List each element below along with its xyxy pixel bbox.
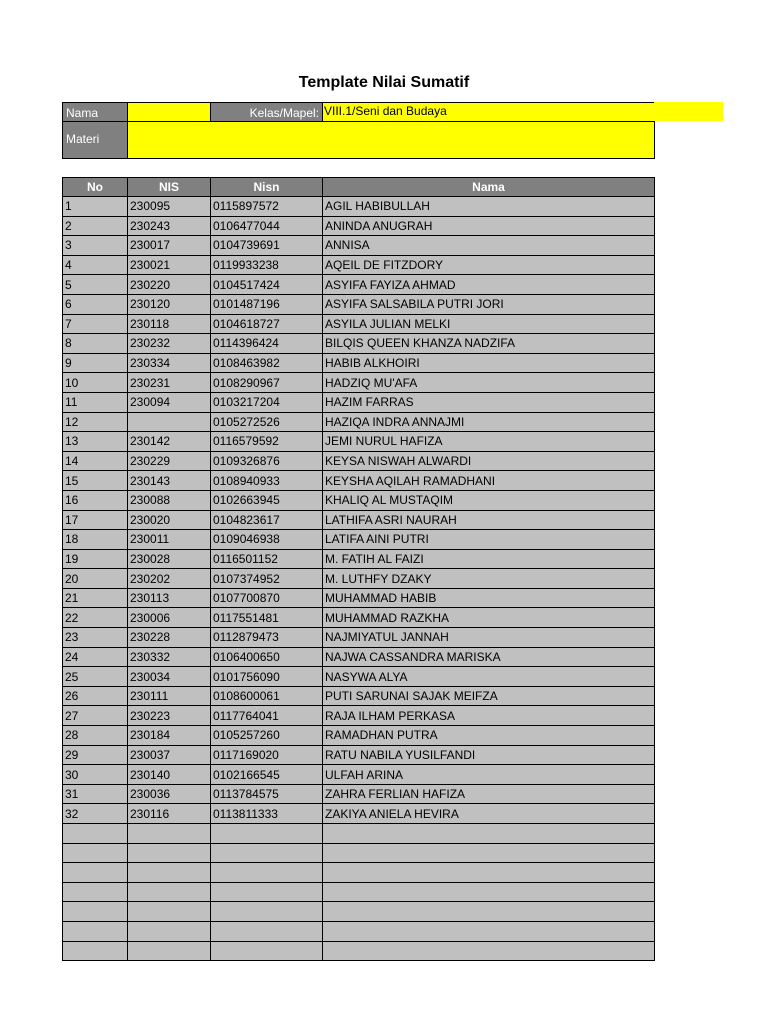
page-title: Template Nilai Sumatif [298,74,470,91]
cell-nama[interactable]: LATIFA AINI PUTRI [323,530,655,550]
cell-nama[interactable]: HAZIQA INDRA ANNAJMI [323,412,655,432]
cell-no[interactable]: 7 [63,314,128,334]
cell-no[interactable]: 24 [63,647,128,667]
table-row [63,490,655,510]
cell-nisn[interactable]: 0106477044 [211,216,323,236]
cell-nis[interactable]: 230034 [128,667,211,687]
cell-nisn[interactable]: 0108290967 [211,373,323,393]
cell-nis[interactable]: 230142 [128,432,211,452]
cell-nis[interactable] [128,843,211,863]
cell-no[interactable]: 20 [63,569,128,589]
yellow-overflow-cell [654,102,723,121]
cell-nis[interactable]: 230116 [128,804,211,824]
table-row [63,686,655,706]
cell-nisn[interactable]: 0113811333 [211,804,323,824]
cell-nis[interactable]: 230037 [128,745,211,765]
cell-nisn[interactable]: 0109326876 [211,451,323,471]
cell-nama[interactable]: ASYIFA SALSABILA PUTRI JORI [323,294,655,314]
cell-nis[interactable]: 230120 [128,294,211,314]
cell-nama[interactable]: M. FATIH AL FAIZI [323,549,655,569]
materi-value-field[interactable] [127,121,655,159]
cell-nisn[interactable]: 0115897572 [211,197,323,217]
column-header-nisn: Nisn [211,178,323,197]
cell-nisn[interactable]: 0117764041 [211,706,323,726]
cell-nisn[interactable]: 0105272526 [211,412,323,432]
cell-nisn[interactable]: 0108600061 [211,686,323,706]
cell-nama[interactable]: ASYILA JULIAN MELKI [323,314,655,334]
cell-nama[interactable]: RATU NABILA YUSILFANDI [323,745,655,765]
cell-no[interactable]: 19 [63,549,128,569]
table-row [63,765,655,785]
cell-nama[interactable]: AGIL HABIBULLAH [323,197,655,217]
cell-nisn[interactable] [211,941,323,961]
table-row [63,647,655,667]
cell-no[interactable]: 8 [63,334,128,354]
table-row [63,275,655,295]
cell-nis[interactable]: 230332 [128,647,211,667]
table-row [63,510,655,530]
table-row [63,726,655,746]
cell-nis[interactable]: 230220 [128,275,211,295]
table-row [63,373,655,393]
cell-nis[interactable]: 230095 [128,197,211,217]
cell-nis[interactable]: 230243 [128,216,211,236]
cell-no[interactable]: 25 [63,667,128,687]
cell-nama[interactable]: KEYSA NISWAH ALWARDI [323,451,655,471]
cell-nama[interactable]: ZAKIYA ANIELA HEVIRA [323,804,655,824]
column-header-no: No [63,178,128,197]
cell-nisn[interactable]: 0104739691 [211,236,323,256]
cell-nisn[interactable]: 0104823617 [211,510,323,530]
cell-no[interactable]: 15 [63,471,128,491]
cell-nama[interactable]: NAJWA CASSANDRA MARISKA [323,647,655,667]
cell-nisn[interactable]: 0103217204 [211,392,323,412]
cell-nis[interactable]: 230028 [128,549,211,569]
cell-no[interactable] [63,941,128,961]
table-row [63,667,655,687]
cell-no[interactable]: 11 [63,392,128,412]
cell-nama[interactable]: MUHAMMAD RAZKHA [323,608,655,628]
cell-nisn[interactable]: 0109046938 [211,530,323,550]
table-row [63,824,655,844]
cell-no[interactable] [63,843,128,863]
cell-nisn[interactable]: 0114396424 [211,334,323,354]
table-row [63,921,655,941]
table-row [63,784,655,804]
cell-no[interactable]: 14 [63,451,128,471]
cell-nisn[interactable]: 0108463982 [211,353,323,373]
cell-no[interactable]: 13 [63,432,128,452]
cell-nama[interactable]: HADZIQ MU'AFA [323,373,655,393]
cell-nama[interactable] [323,863,655,883]
cell-no[interactable]: 6 [63,294,128,314]
table-row [63,941,655,961]
cell-nama[interactable] [323,902,655,922]
table-row [63,392,655,412]
table-row [63,412,655,432]
cell-nisn[interactable]: 0116501152 [211,549,323,569]
table-row [63,334,655,354]
table-row [63,471,655,491]
cell-nisn[interactable]: 0102166545 [211,765,323,785]
cell-nis[interactable]: 230223 [128,706,211,726]
cell-nama[interactable] [323,921,655,941]
cell-nisn[interactable] [211,863,323,883]
cell-nama[interactable]: ANNISA [323,236,655,256]
materi-label: Materi [62,121,128,159]
cell-no[interactable]: 12 [63,412,128,432]
cell-nisn[interactable]: 0112879473 [211,628,323,648]
cell-nama[interactable]: ANINDA ANUGRAH [323,216,655,236]
table-row [63,314,655,334]
cell-nis[interactable] [128,941,211,961]
cell-nama[interactable]: BILQIS QUEEN KHANZA NADZIFA [323,334,655,354]
cell-nis[interactable]: 230006 [128,608,211,628]
cell-nis[interactable]: 230231 [128,373,211,393]
cell-no[interactable]: 4 [63,255,128,275]
cell-nisn[interactable]: 0104618727 [211,314,323,334]
cell-nama[interactable]: MUHAMMAD HABIB [323,588,655,608]
cell-nisn[interactable]: 0101756090 [211,667,323,687]
cell-nama[interactable]: HAZIM FARRAS [323,392,655,412]
cell-nis[interactable]: 230094 [128,392,211,412]
cell-nis[interactable]: 230229 [128,451,211,471]
cell-no[interactable]: 30 [63,765,128,785]
cell-nama[interactable]: LATHIFA ASRI NAURAH [323,510,655,530]
table-row [63,706,655,726]
cell-nama[interactable]: ASYIFA FAYIZA AHMAD [323,275,655,295]
cell-no[interactable]: 5 [63,275,128,295]
table-row [63,843,655,863]
cell-nama[interactable]: M. LUTHFY DZAKY [323,569,655,589]
column-header-nis: NIS [128,178,211,197]
table-row [63,549,655,569]
table-row [63,628,655,648]
table-row [63,608,655,628]
cell-nis[interactable]: 230184 [128,726,211,746]
table-row [63,236,655,256]
cell-no[interactable]: 21 [63,588,128,608]
cell-nisn[interactable]: 0107374952 [211,569,323,589]
table-row [63,804,655,824]
cell-nisn[interactable]: 0101487196 [211,294,323,314]
cell-nama[interactable] [323,824,655,844]
cell-nama[interactable]: PUTI SARUNAI SAJAK MEIFZA [323,686,655,706]
table-row [63,863,655,883]
cell-no[interactable]: 16 [63,490,128,510]
table-row [63,588,655,608]
cell-nis[interactable]: 230036 [128,784,211,804]
table-row [63,432,655,452]
cell-no[interactable]: 9 [63,353,128,373]
cell-nis[interactable]: 230020 [128,510,211,530]
cell-nama[interactable]: KHALIQ AL MUSTAQIM [323,490,655,510]
cell-nisn[interactable]: 0117551481 [211,608,323,628]
table-header-row [63,178,655,197]
cell-nis[interactable]: 230232 [128,334,211,354]
cell-nama[interactable]: NAJMIYATUL JANNAH [323,628,655,648]
table-row [63,745,655,765]
cell-no[interactable]: 27 [63,706,128,726]
cell-nisn[interactable] [211,824,323,844]
cell-nis[interactable]: 230143 [128,471,211,491]
cell-nis[interactable] [128,863,211,883]
cell-nis[interactable]: 230011 [128,530,211,550]
cell-nama[interactable]: ULFAH ARINA [323,765,655,785]
cell-nisn[interactable]: 0107700870 [211,588,323,608]
cell-nisn[interactable]: 0108940933 [211,471,323,491]
cell-nisn[interactable]: 0105257260 [211,726,323,746]
cell-nama[interactable]: RAMADHAN PUTRA [323,726,655,746]
cell-no[interactable]: 26 [63,686,128,706]
cell-no[interactable]: 18 [63,530,128,550]
cell-nis[interactable]: 230111 [128,686,211,706]
column-header-nama: Nama [323,178,655,197]
cell-nisn[interactable]: 0113784575 [211,784,323,804]
cell-no[interactable] [63,863,128,883]
cell-no[interactable]: 17 [63,510,128,530]
cell-nisn[interactable]: 0106400650 [211,647,323,667]
table-row [63,882,655,902]
table-row [63,569,655,589]
cell-nis[interactable]: 230202 [128,569,211,589]
cell-nis[interactable] [128,824,211,844]
table-row [63,530,655,550]
cell-nis[interactable] [128,921,211,941]
cell-nis[interactable]: 230334 [128,353,211,373]
kelas-mapel-value-field[interactable]: VIII.1/Seni dan Budaya [322,102,655,122]
cell-nama[interactable]: RAJA ILHAM PERKASA [323,706,655,726]
cell-nisn[interactable]: 0117169020 [211,745,323,765]
cell-nama[interactable] [323,941,655,961]
table-row [63,255,655,275]
cell-nisn[interactable] [211,921,323,941]
cell-no[interactable] [63,921,128,941]
nama-label: Nama [62,102,128,122]
cell-no[interactable]: 3 [63,236,128,256]
cell-nis[interactable] [128,902,211,922]
cell-nis[interactable]: 230228 [128,628,211,648]
cell-nis[interactable]: 230017 [128,236,211,256]
cell-nama[interactable]: KEYSHA AQILAH RAMADHANI [323,471,655,491]
nama-value-field[interactable] [127,102,211,122]
cell-nama[interactable] [323,843,655,863]
cell-nis[interactable]: 230088 [128,490,211,510]
table-row [63,294,655,314]
cell-no[interactable]: 2 [63,216,128,236]
cell-nis[interactable]: 230118 [128,314,211,334]
table-row [63,353,655,373]
cell-no[interactable] [63,882,128,902]
cell-nama[interactable] [323,882,655,902]
cell-nisn[interactable]: 0116579592 [211,432,323,452]
cell-no[interactable]: 32 [63,804,128,824]
cell-nisn[interactable]: 0102663945 [211,490,323,510]
cell-nisn[interactable]: 0104517424 [211,275,323,295]
cell-nama[interactable]: JEMI NURUL HAFIZA [323,432,655,452]
table-row [63,451,655,471]
cell-no[interactable]: 29 [63,745,128,765]
cell-nis[interactable] [128,882,211,902]
cell-no[interactable]: 28 [63,726,128,746]
cell-no[interactable]: 31 [63,784,128,804]
cell-nis[interactable]: 230140 [128,765,211,785]
cell-no[interactable]: 10 [63,373,128,393]
cell-no[interactable]: 22 [63,608,128,628]
table-row [63,216,655,236]
cell-no[interactable]: 1 [63,197,128,217]
cell-no[interactable] [63,824,128,844]
table-row [63,902,655,922]
cell-nama[interactable]: ZAHRA FERLIAN HAFIZA [323,784,655,804]
cell-no[interactable]: 23 [63,628,128,648]
cell-nis[interactable]: 230021 [128,255,211,275]
table-row [63,197,655,217]
kelas-mapel-label: Kelas/Mapel: [210,102,323,122]
cell-nis[interactable]: 230113 [128,588,211,608]
cell-nisn[interactable] [211,843,323,863]
cell-nama[interactable]: NASYWA ALYA [323,667,655,687]
cell-nisn[interactable]: 0119933238 [211,255,323,275]
cell-nama[interactable]: HABIB ALKHOIRI [323,353,655,373]
cell-nisn[interactable] [211,882,323,902]
cell-nisn[interactable] [211,902,323,922]
cell-nis[interactable] [128,412,211,432]
student-table [62,177,655,961]
cell-nama[interactable]: AQEIL DE FITZDORY [323,255,655,275]
cell-no[interactable] [63,902,128,922]
